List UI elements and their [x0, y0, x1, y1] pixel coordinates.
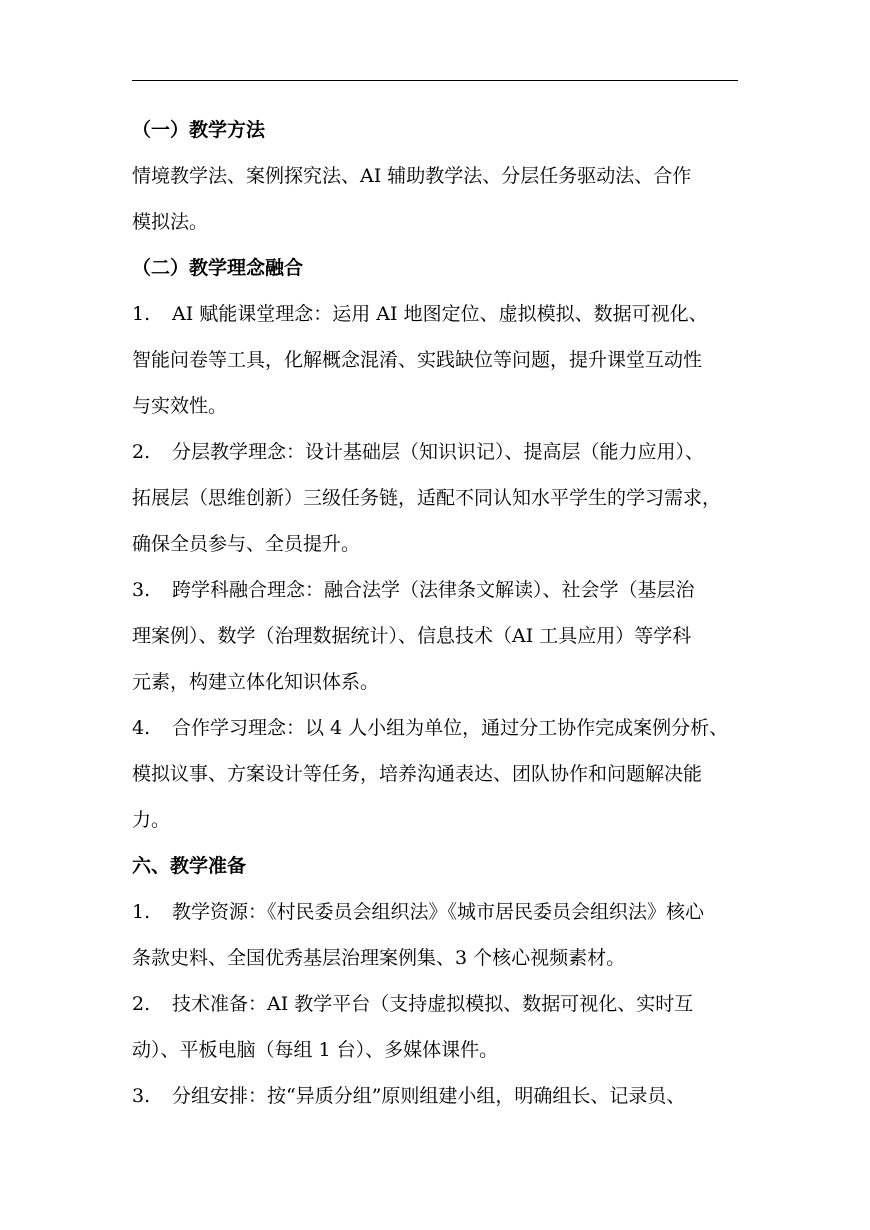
line-text: 理案例）、数学（治理数据统计）、信息技术（AI 工具应用）等学科 [132, 625, 692, 647]
list-number: 1. [132, 303, 151, 325]
text-line [132, 475, 742, 521]
text-line [132, 659, 742, 705]
text-line [132, 429, 742, 475]
text-line [132, 291, 742, 337]
list-number: 3. [132, 579, 151, 601]
list-number: 2. [132, 441, 151, 463]
line-text: 拓展层（思维创新）三级任务链，适配不同认知水平学生的学习需求， [132, 487, 722, 509]
line-text: 条款史料、全国优秀基层治理案例集、3 个核心视频素材。 [132, 947, 626, 969]
section-heading [132, 245, 742, 291]
text-line [132, 383, 742, 429]
text-line [132, 981, 742, 1027]
line-text: 智能问卷等工具，化解概念混淆、实践缺位等问题，提升课堂互动性 [132, 349, 703, 371]
text-line [132, 1027, 742, 1073]
line-text: （一）教学方法 [132, 119, 266, 141]
line-text: 合作学习理念：以 4 人小组为单位，通过分工协作完成案例分析、 [172, 717, 729, 739]
text-line [132, 751, 742, 797]
text-line [132, 797, 742, 843]
list-number: 2. [132, 993, 151, 1015]
text-line [132, 613, 742, 659]
line-text: 分组安排：按“异质分组”原则组建小组，明确组长、记录员、 [172, 1085, 686, 1107]
text-line [132, 705, 742, 751]
text-line [132, 199, 742, 245]
line-text: 跨学科融合理念：融合法学（法律条文解读）、社会学（基层治 [172, 579, 695, 601]
list-number: 4. [132, 717, 151, 739]
line-text: 分层教学理念：设计基础层（知识识记）、提高层（能力应用）、 [172, 441, 705, 463]
document-body [132, 107, 742, 1119]
line-text: （二）教学理念融合 [132, 257, 304, 279]
line-text: AI 赋能课堂理念：运用 AI 地图定位、虚拟模拟、数据可视化、 [172, 303, 708, 325]
header-rule [132, 80, 738, 81]
text-line [132, 889, 742, 935]
line-text: 动）、平板电脑（每组 1 台）、多媒体课件。 [132, 1039, 499, 1061]
list-number: 1. [132, 901, 151, 923]
section-heading [132, 107, 742, 153]
text-line [132, 153, 742, 199]
line-text: 六、教学准备 [132, 855, 247, 877]
line-text: 力。 [132, 809, 171, 831]
text-line [132, 337, 742, 383]
line-text: 确保全员参与、全员提升。 [132, 533, 361, 555]
section-heading [132, 843, 742, 889]
line-text: 技术准备：AI 教学平台（支持虚拟模拟、数据可视化、实时互 [172, 993, 694, 1015]
line-text: 模拟法。 [132, 211, 209, 233]
text-line [132, 935, 742, 981]
text-line [132, 1073, 742, 1119]
line-text: 教学资源：《村民委员会组织法》《城市居民委员会组织法》核心 [172, 901, 705, 923]
text-line [132, 521, 742, 567]
list-number: 3. [132, 1085, 151, 1107]
line-text: 与实效性。 [132, 395, 228, 417]
text-line [132, 567, 742, 613]
line-text: 模拟议事、方案设计等任务，培养沟通表达、团队协作和问题解决能 [132, 763, 703, 785]
line-text: 情境教学法、案例探究法、AI 辅助教学法、分层任务驱动法、合作 [132, 165, 692, 187]
line-text: 元素，构建立体化知识体系。 [132, 671, 380, 693]
